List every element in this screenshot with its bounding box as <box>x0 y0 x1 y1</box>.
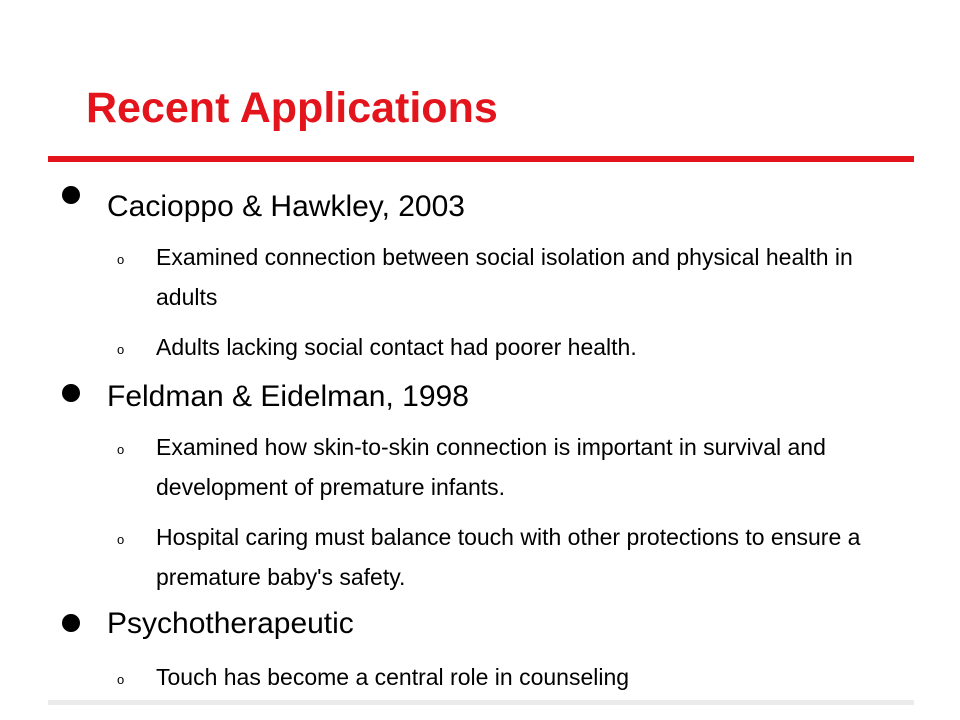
slide-title: Recent Applications <box>86 84 498 132</box>
sub-bullet-text: Examined how skin-to-skin connection is important in survival and development of premature infants. <box>156 434 826 500</box>
bullet-heading-cacioppo: Cacioppo & Hawkley, 2003 <box>107 190 465 223</box>
sub-bullet-marker: o <box>117 342 125 357</box>
footer-divider <box>48 700 914 705</box>
sub-bullet-marker: o <box>117 532 125 547</box>
sub-bullet-text: Examined connection between social isolation and physical health in adults <box>156 244 853 310</box>
bullet-dot <box>62 614 80 632</box>
sub-bullet-text: Touch has become a central role in counseling <box>156 664 630 690</box>
sub-bullet-marker: o <box>117 672 125 687</box>
sub-bullet-marker: o <box>117 442 125 457</box>
bullet-heading-feldman: Feldman & Eidelman, 1998 <box>107 380 469 413</box>
sub-bullet-text: Hospital caring must balance touch with other protections to ensure a premature baby's safety. <box>156 524 861 590</box>
bullet-heading-psychotherapeutic: Psychotherapeutic <box>107 607 354 640</box>
bullet-dot <box>62 384 80 402</box>
title-underline <box>48 156 914 162</box>
bullet-dot <box>62 186 80 204</box>
sub-bullet-marker: o <box>117 252 125 267</box>
sub-bullet-text: Adults lacking social contact had poorer health. <box>156 334 637 360</box>
